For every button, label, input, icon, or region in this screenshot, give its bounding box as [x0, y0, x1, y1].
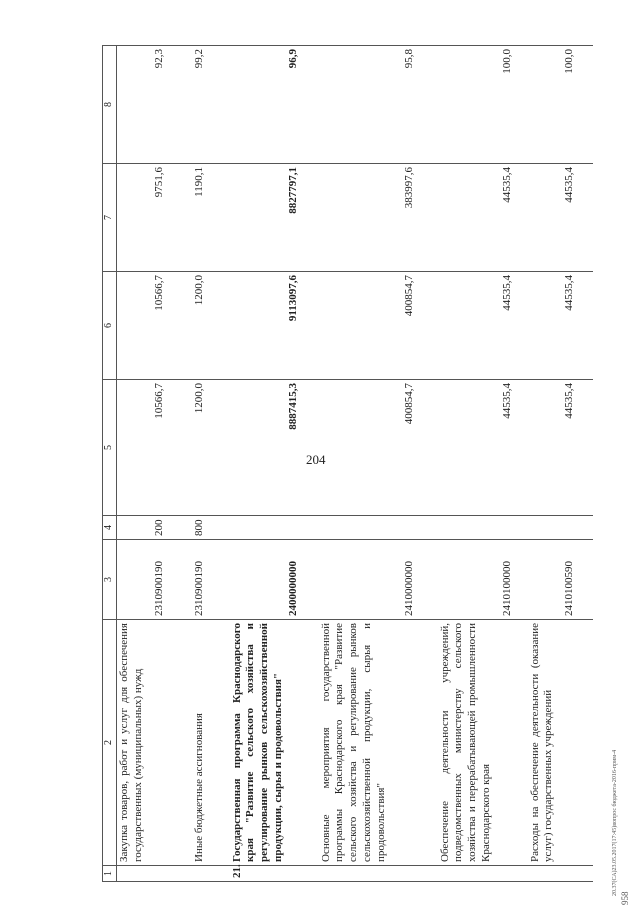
row-approved: 44535,4 [431, 272, 523, 380]
column-header: 4 [103, 516, 117, 540]
row-percent: 99,2 [185, 46, 223, 164]
row-percent: 95,8 [319, 46, 431, 164]
row-code: 2400000000 [223, 540, 319, 620]
page-number: 204 [306, 452, 326, 467]
margin-mark: 958 [620, 891, 630, 905]
row-code: 2410100000 [431, 540, 523, 620]
row-name: Основные мероприятия государственной программы Краснодарского края "Развитие сельского хозяйства и регулирование рынков сельскохозяйственной продукции, сырья и продовольствия" [319, 620, 431, 866]
table-row [523, 46, 593, 882]
row-executed: 44535,4 [523, 164, 593, 272]
row-name: Государственная программа Краснодарского края "Развитие сельского хозяйства и регулирование рынков сельскохозяйственной продукции, сырья и продовольствия" [223, 620, 319, 866]
row-plan: 44535,4 [431, 380, 523, 516]
row-number [185, 866, 223, 882]
row-number [319, 866, 431, 882]
table-row [117, 46, 185, 882]
row-code: 2410000000 [319, 540, 431, 620]
row-approved: 1200,0 [185, 272, 223, 380]
row-approved: 10566,7 [117, 272, 185, 380]
table-row [185, 46, 223, 882]
row-approved: 44535,4 [523, 272, 593, 380]
column-header: 5 [103, 380, 117, 516]
row-executed: 1190,1 [185, 164, 223, 272]
row-percent: 92,3 [117, 46, 185, 164]
row-approved: 9113097,6 [223, 272, 319, 380]
row-vid: 200 [117, 516, 185, 540]
table-row [223, 46, 319, 882]
row-vid [319, 516, 431, 540]
row-approved: 400854,7 [319, 272, 431, 380]
budget-table [102, 45, 593, 882]
row-code: 2310900190 [185, 540, 223, 620]
footer-stamp: 20.37(СА)23.05.2017(17:45)вопрос бюджета-2016-прим-4 [612, 749, 618, 896]
row-name: Закупка товаров, работ и услуг для обеспечения государственных (муниципальных) нужд [117, 620, 185, 866]
row-number [523, 866, 593, 882]
row-percent: 100,0 [431, 46, 523, 164]
row-vid: 800 [185, 516, 223, 540]
row-name: Иные бюджетные ассигнования [185, 620, 223, 866]
table-row [319, 46, 431, 882]
row-name: Расходы на обеспечение деятельности (оказание услуг) государственных учреждений [523, 620, 593, 866]
row-code: 2310900190 [117, 540, 185, 620]
column-header: 2 [103, 620, 117, 866]
column-header: 8 [103, 46, 117, 164]
row-code: 2410100590 [523, 540, 593, 620]
row-vid [523, 516, 593, 540]
row-plan: 44535,4 [523, 380, 593, 516]
table-row [431, 46, 523, 882]
header-row [103, 46, 117, 882]
row-executed: 8827797,1 [223, 164, 319, 272]
row-executed: 44535,4 [431, 164, 523, 272]
row-number [431, 866, 523, 882]
rotated-table-container [102, 46, 640, 882]
row-plan: 10566,7 [117, 380, 185, 516]
row-plan: 400854,7 [319, 380, 431, 516]
row-vid [223, 516, 319, 540]
column-header: 3 [103, 540, 117, 620]
column-header: 6 [103, 272, 117, 380]
row-executed: 9751,6 [117, 164, 185, 272]
row-executed: 383997,6 [319, 164, 431, 272]
row-number: 21. [223, 866, 319, 882]
column-header: 1 [103, 866, 117, 882]
column-header: 7 [103, 164, 117, 272]
row-name: Обеспечение деятельности учреждений, подведомственных министерству сельского хозяйства и перерабатывающей промышленности Краснодарского края [431, 620, 523, 866]
row-plan: 8887415,3 [223, 380, 319, 516]
row-percent: 96,9 [223, 46, 319, 164]
row-number [117, 866, 185, 882]
row-vid [431, 516, 523, 540]
row-plan: 1200,0 [185, 380, 223, 516]
row-percent: 100,0 [523, 46, 593, 164]
